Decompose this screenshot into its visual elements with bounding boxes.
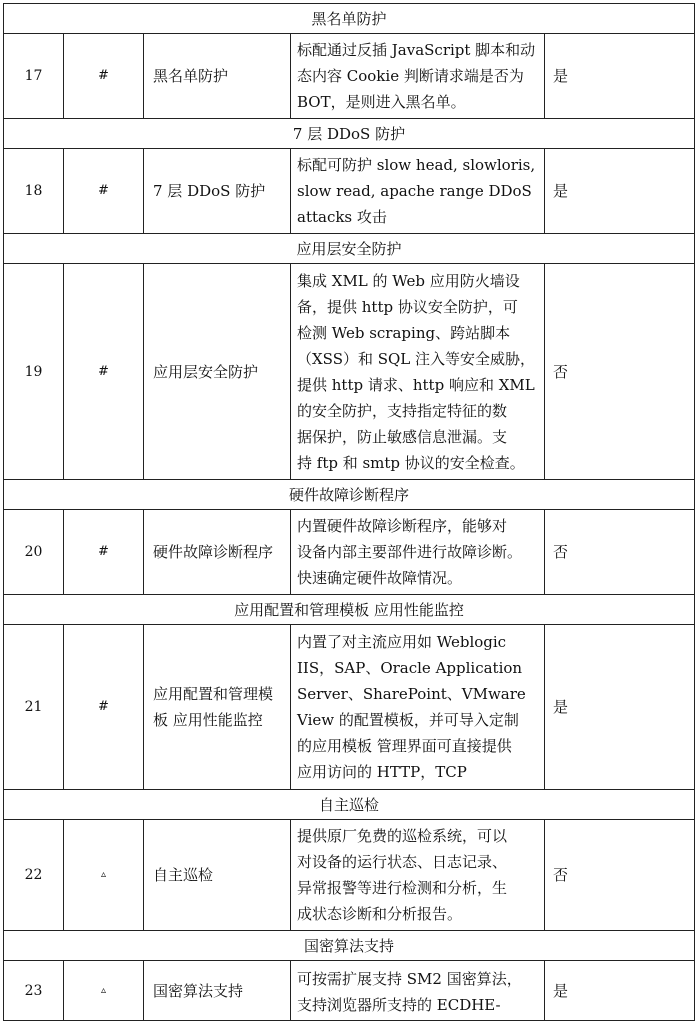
row-number: 19 bbox=[4, 264, 64, 480]
description-line: 异常报警等进行检测和分析，生 bbox=[297, 879, 508, 897]
row-mark: # bbox=[64, 34, 144, 119]
table-row bbox=[4, 961, 695, 1021]
description-line: 据保护，防止敏感信息泄漏。支 bbox=[297, 427, 508, 446]
item-name bbox=[144, 625, 291, 790]
table-row bbox=[4, 149, 695, 234]
item-name: 国密算法支持 bbox=[144, 961, 291, 1021]
item-name-line: 板 应用性能监控 bbox=[153, 711, 263, 729]
item-name: 自主巡检 bbox=[144, 820, 291, 931]
item-name: 硬件故障诊断程序 bbox=[144, 510, 291, 595]
description-line: 态内容 Cookie 判断请求端是否为 bbox=[297, 67, 524, 85]
answer-cell: 是 bbox=[545, 625, 695, 790]
description-line: 对设备的运行状态、日志记录、 bbox=[297, 853, 508, 871]
section-row bbox=[4, 480, 695, 510]
row-number: 21 bbox=[4, 625, 64, 790]
description-line: attacks 攻击 bbox=[297, 208, 387, 226]
section-title: 国密算法支持 bbox=[4, 931, 695, 961]
row-mark: # bbox=[64, 510, 144, 595]
section-row bbox=[4, 595, 695, 625]
table-row bbox=[4, 510, 695, 595]
description-line: slow read, apache range DDoS bbox=[297, 182, 532, 200]
section-row bbox=[4, 931, 695, 961]
item-name: 应用层安全防护 bbox=[144, 264, 291, 480]
row-number: 18 bbox=[4, 149, 64, 234]
description-line: 提供 http 请求、http 响应和 XML bbox=[297, 375, 535, 394]
row-number: 20 bbox=[4, 510, 64, 595]
item-description bbox=[291, 149, 545, 234]
spec-table bbox=[3, 3, 695, 1021]
row-number: 23 bbox=[4, 961, 64, 1021]
description-line: 标配通过反插 JavaScript 脚本和动 bbox=[297, 41, 536, 59]
description-line: 内置了对主流应用如 Weblogic bbox=[297, 633, 507, 651]
section-title: 应用配置和管理模板 应用性能监控 bbox=[4, 595, 695, 625]
answer-cell: 是 bbox=[545, 34, 695, 119]
description-line: 应用访问的 HTTP，TCP bbox=[297, 763, 467, 781]
description-line: 集成 XML 的 Web 应用防火墙设 bbox=[297, 271, 520, 290]
description-line: （XSS）和 SQL 注入等安全威胁， bbox=[297, 349, 536, 368]
answer-cell: 否 bbox=[545, 510, 695, 595]
table-row bbox=[4, 625, 695, 790]
description-line: 检测 Web scraping、跨站脚本 bbox=[297, 323, 511, 342]
answer-cell: 是 bbox=[545, 961, 695, 1021]
item-description bbox=[291, 961, 545, 1021]
description-line: 提供原厂免费的巡检系统，可以 bbox=[297, 827, 508, 845]
item-description bbox=[291, 510, 545, 595]
section-title: 应用层安全防护 bbox=[4, 234, 695, 264]
section-row bbox=[4, 234, 695, 264]
description-line: 的安全防护，支持指定特征的数 bbox=[297, 401, 508, 420]
item-description bbox=[291, 625, 545, 790]
answer-cell: 否 bbox=[545, 820, 695, 931]
description-line: View 的配置模板，并可导入定制 bbox=[297, 711, 519, 729]
description-line: IIS，SAP、Oracle Application bbox=[297, 659, 523, 677]
section-row bbox=[4, 790, 695, 820]
item-description bbox=[291, 264, 545, 480]
row-mark: ▵ bbox=[64, 820, 144, 931]
description-line: 快速确定硬件故障情况。 bbox=[297, 569, 463, 587]
row-mark: # bbox=[64, 625, 144, 790]
description-line: 备，提供 http 协议安全防护，可 bbox=[297, 297, 518, 316]
table-row bbox=[4, 264, 695, 480]
table-row bbox=[4, 34, 695, 119]
description-line: 持 ftp 和 smtp 协议的安全检查。 bbox=[297, 453, 525, 472]
item-name-line: 应用配置和管理模 bbox=[153, 685, 274, 703]
description-line: 支持浏览器所支持的 ECDHE- bbox=[297, 996, 501, 1014]
table-row bbox=[4, 820, 695, 931]
item-name: 黑名单防护 bbox=[144, 34, 291, 119]
row-number: 22 bbox=[4, 820, 64, 931]
row-number: 17 bbox=[4, 34, 64, 119]
item-description bbox=[291, 820, 545, 931]
description-line: 可按需扩展支持 SM2 国密算法， bbox=[297, 970, 522, 988]
description-line: 的应用模板 管理界面可直接提供 bbox=[297, 737, 512, 755]
section-row bbox=[4, 119, 695, 149]
description-line: 设备内部主要部件进行故障诊断。 bbox=[297, 543, 523, 561]
section-title: 硬件故障诊断程序 bbox=[4, 480, 695, 510]
section-row bbox=[4, 4, 695, 34]
description-line: 内置硬件故障诊断程序，能够对 bbox=[297, 517, 508, 535]
section-title: 黑名单防护 bbox=[4, 4, 695, 34]
answer-cell: 否 bbox=[545, 264, 695, 480]
item-name: 7 层 DDoS 防护 bbox=[144, 149, 291, 234]
description-line: 成状态诊断和分析报告。 bbox=[297, 905, 463, 923]
description-line: Server、SharePoint、VMware bbox=[297, 685, 526, 703]
item-description bbox=[291, 34, 545, 119]
row-mark: # bbox=[64, 264, 144, 480]
description-line: 标配可防护 slow head, slowloris, bbox=[297, 156, 536, 174]
description-line: BOT，是则进入黑名单。 bbox=[297, 93, 466, 111]
row-mark: ▵ bbox=[64, 961, 144, 1021]
section-title: 7 层 DDoS 防护 bbox=[4, 119, 695, 149]
section-title: 自主巡检 bbox=[4, 790, 695, 820]
row-mark: # bbox=[64, 149, 144, 234]
answer-cell: 是 bbox=[545, 149, 695, 234]
